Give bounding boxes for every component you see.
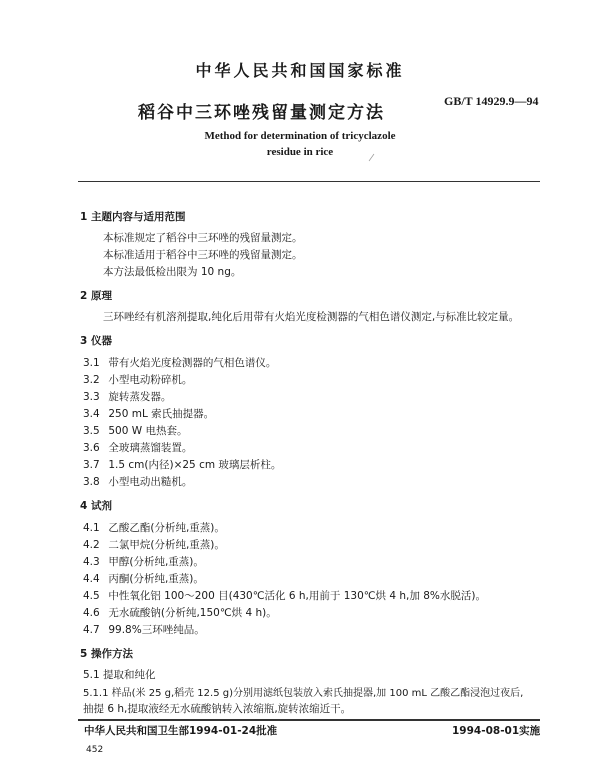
footer-divider	[78, 719, 540, 721]
item-text: 1.5 cm(内径)×25 cm 玻璃层析柱。	[108, 459, 282, 471]
paragraph-line: 5.1.1 样品(米 25 g,稻壳 12.5 g)分别用滤纸包装放入索氏抽提器,加 100 mL 乙酸乙酯浸泡过夜后,	[83, 688, 524, 699]
section-1-line: 本标准规定了稻谷中三环唑的残留量测定。	[103, 232, 303, 244]
list-item	[83, 372, 192, 387]
section-4-heading: 4 试剂	[80, 500, 112, 512]
section-2-heading: 2 原理	[80, 290, 112, 302]
item-text: 旋转蒸发器。	[108, 391, 172, 403]
approval-text: 中华人民共和国卫生部1994-01-24批准	[84, 725, 278, 737]
list-item	[83, 389, 171, 404]
item-number: 3.3	[83, 391, 100, 403]
header-divider	[78, 181, 540, 182]
item-text: 全玻璃蒸馏装置。	[108, 442, 193, 454]
item-number: 4.1	[83, 522, 100, 534]
subsection-heading: 5.1 提取和纯化	[83, 669, 156, 681]
list-item	[83, 622, 205, 637]
item-text: 500 W 电热套。	[108, 425, 188, 437]
list-item	[83, 406, 214, 421]
item-text: 小型电动粉碎机。	[108, 374, 193, 386]
list-item	[83, 588, 486, 603]
pen-mark	[368, 152, 376, 162]
item-number: 3.6	[83, 442, 100, 454]
page-number: 452	[86, 745, 104, 755]
national-standard-heading: 中华人民共和国国家标准	[195, 61, 405, 80]
list-item	[83, 355, 276, 370]
list-item	[83, 537, 225, 552]
item-number: 3.8	[83, 476, 100, 488]
item-text: 小型电动出糙机。	[108, 476, 193, 488]
item-number: 4.5	[83, 590, 100, 602]
section-3-heading: 3 仪器	[80, 335, 112, 347]
item-number: 3.2	[83, 374, 100, 386]
list-item	[83, 423, 187, 438]
standard-code: GB/T 14929.9—94	[444, 94, 539, 108]
list-item	[83, 571, 204, 586]
english-title	[0, 128, 600, 160]
list-item	[83, 440, 192, 455]
section-1-heading: 1 主题内容与适用范围	[80, 211, 186, 223]
item-number: 4.3	[83, 556, 100, 568]
item-number: 3.4	[83, 408, 100, 420]
paragraph-line: 抽提 6 h,提取液经无水硫酸钠转入浓缩瓶,旋转浓缩近干。	[83, 703, 352, 715]
list-item	[83, 554, 204, 569]
item-text: 无水硫酸钠(分析纯,150℃烘 4 h)。	[108, 607, 277, 619]
document-title: 稻谷中三环唑残留量测定方法	[138, 103, 385, 123]
list-item	[83, 520, 225, 535]
list-item	[83, 474, 192, 489]
section-5-heading: 5 操作方法	[80, 648, 133, 660]
item-text: 乙酸乙酯(分析纯,重蒸)。	[108, 522, 225, 534]
item-number: 4.7	[83, 624, 100, 636]
item-number: 3.5	[83, 425, 100, 437]
section-1-line: 本标准适用于稻谷中三环唑的残留量测定。	[103, 249, 303, 261]
section-1-line: 本方法最低检出限为 10 ng。	[103, 266, 242, 278]
english-title-line-2: residue in rice	[266, 146, 334, 158]
effective-date: 1994-08-01实施	[452, 725, 541, 737]
item-number: 3.7	[83, 459, 100, 471]
item-text: 甲醇(分析纯,重蒸)。	[108, 556, 204, 568]
item-text: 250 mL 索氏抽提器。	[108, 408, 215, 420]
item-text: 二氯甲烷(分析纯,重蒸)。	[108, 539, 225, 551]
item-text: 99.8%三环唑纯品。	[108, 624, 205, 636]
list-item	[83, 605, 277, 620]
list-item	[83, 457, 281, 472]
item-number: 3.1	[83, 357, 100, 369]
item-number: 4.4	[83, 573, 100, 585]
item-number: 4.6	[83, 607, 100, 619]
item-text: 带有火焰光度检测器的气相色谱仪。	[108, 357, 277, 369]
item-number: 4.2	[83, 539, 100, 551]
item-text: 中性氧化铝 100～200 目(430℃活化 6 h,用前于 130℃烘 4 h,加 8%水脱活)。	[108, 590, 486, 602]
english-title-line-1: Method for determination of tricyclazole	[204, 130, 396, 142]
section-2-text: 三环唑经有机溶剂提取,纯化后用带有火焰光度检测器的气相色谱仪测定,与标准比较定量。	[103, 311, 520, 323]
item-text: 丙酮(分析纯,重蒸)。	[108, 573, 204, 585]
